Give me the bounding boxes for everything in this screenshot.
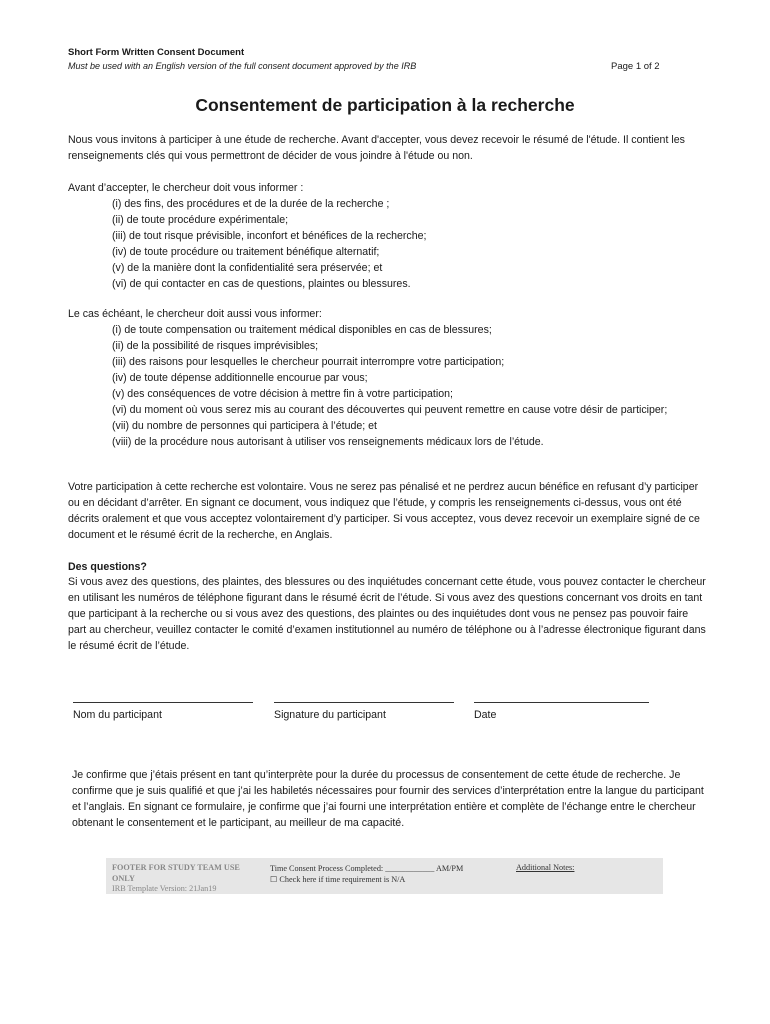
list-item: (iii) de tout risque prévisible, inconfort et bénéfices de la recherche; <box>112 230 427 242</box>
participant-signature-field[interactable] <box>274 692 454 721</box>
interpreter-paragraph: Je confirme que j’étais présent en tant qu’interprète pour la durée du processus de consentement de cette étude de recherche. Je confirme que je suis qualifié et que j’ai les habiletés nécessaires pour fournir des services d’interprétation entre la langue du participant et l’anglais. En signant ce formulaire, je confirme que j’ai fourni une interprétation entière et complète de l’échange entre le chercheur obtenant le consentement et le participant, au meilleur de ma capacité. <box>72 769 704 829</box>
list-item: (v) de la manière dont la confidentialité sera préservée; et <box>112 262 383 274</box>
list-item: (iv) de toute procédure ou traitement bénéfique alternatif; <box>112 246 380 258</box>
date-label: Date <box>474 709 497 721</box>
participant-name-field[interactable] <box>73 692 253 721</box>
study-team-footer <box>106 858 663 894</box>
list-item: (vi) du moment où vous serez mis au courant des découvertes qui peuvent remettre en cause votre désir de participer; <box>112 404 668 416</box>
list-item: (vi) de qui contacter en cas de questions, plaintes ou blessures. <box>112 278 411 290</box>
intro-paragraph: Nous vous invitons à participer à une étude de recherche. Avant d'accepter, vous devez recevoir le résumé de l'étude. Il contient les renseignements clés qui vous permettront de décider de vous joindre à l'étude ou non. <box>68 134 685 162</box>
list-item: (iv) de toute dépense additionnelle encourue par vous; <box>112 372 368 384</box>
na-checkbox[interactable]: ☐ Check here if time requirement is N/A <box>270 875 406 884</box>
list-item: (vii) du nombre de personnes qui participera à l’étude; et <box>112 420 377 432</box>
date-field[interactable] <box>474 692 649 721</box>
section1-list <box>112 196 712 292</box>
participant-signature-label: Signature du participant <box>274 709 386 721</box>
document-title: Consentement de participation à la recherche <box>195 95 575 115</box>
section2-list <box>112 322 692 450</box>
footer-middle <box>270 863 510 885</box>
list-item: (i) des fins, des procédures et de la durée de la recherche ; <box>112 198 390 210</box>
signature-line <box>474 692 649 703</box>
time-completed-field[interactable]: Time Consent Process Completed: ____________ AM/PM <box>270 864 464 873</box>
signature-line <box>73 692 253 703</box>
list-item: (i) de toute compensation ou traitement médical disponibles en cas de blessures; <box>112 324 492 336</box>
page-number: Page 1 of 2 <box>611 61 660 72</box>
footer-left <box>112 863 262 895</box>
header-title: Short Form Written Consent Document <box>68 47 245 58</box>
questions-paragraph: Si vous avez des questions, des plaintes, des blessures ou des inquiétudes concernant cette étude, vous pouvez contacter le chercheur en utilisant les numéros de téléphone figurant dans le résumé écrit de l’étude. Si vous avez des questions concernant vos droits en tant que participant à la recherche ou si vous avez des questions, des plaintes ou des inquiétudes dont vous ne pensez pas pouvoir faire part au chercheur, veuillez contacter le comité d’examen institutionnel au numéro de téléphone ou à l’adresse électronique figurant dans le résumé écrit de l’étude. <box>68 576 706 652</box>
list-item: (ii) de la possibilité de risques imprévisibles; <box>112 340 319 352</box>
footer-label: FOOTER FOR STUDY TEAM USE ONLY <box>112 863 240 883</box>
list-item: (ii) de toute procédure expérimentale; <box>112 214 289 226</box>
list-item: (iii) des raisons pour lesquelles le chercheur pourrait interrompre votre participation; <box>112 356 505 368</box>
additional-notes-label: Additional Notes: <box>516 863 575 872</box>
voluntary-paragraph: Votre participation à cette recherche est volontaire. Vous ne serez pas pénalisé et ne perdrez aucun bénéfice en refusant d’y participer ou en décidant d’arrêter. En signant ce document, vous indiquez que l’étude, y compris les renseignements ci-dessus, vous ont été décrits oralement et que vous acceptez volontairement d’y participer. Si vous acceptez, vous devez recevoir un exemplaire signé de ce document et le résumé écrit de la recherche, en Anglais. <box>68 481 700 541</box>
irb-template-version: IRB Template Version: 21Jan19 <box>112 884 217 893</box>
signature-line <box>274 692 454 703</box>
header-subtitle: Must be used with an English version of the full consent document approved by the IRB <box>68 61 417 71</box>
questions-heading: Des questions? <box>68 561 147 573</box>
section1-lead: Avant d’accepter, le chercheur doit vous informer : <box>68 182 304 194</box>
section2-lead: Le cas échéant, le chercheur doit aussi vous informer: <box>68 308 322 320</box>
list-item: (viii) de la procédure nous autorisant à utiliser vos renseignements médicaux lors de l’étude. <box>112 436 544 448</box>
participant-name-label: Nom du participant <box>73 709 162 721</box>
list-item: (v) des conséquences de votre décision à mettre fin à votre participation; <box>112 388 453 400</box>
